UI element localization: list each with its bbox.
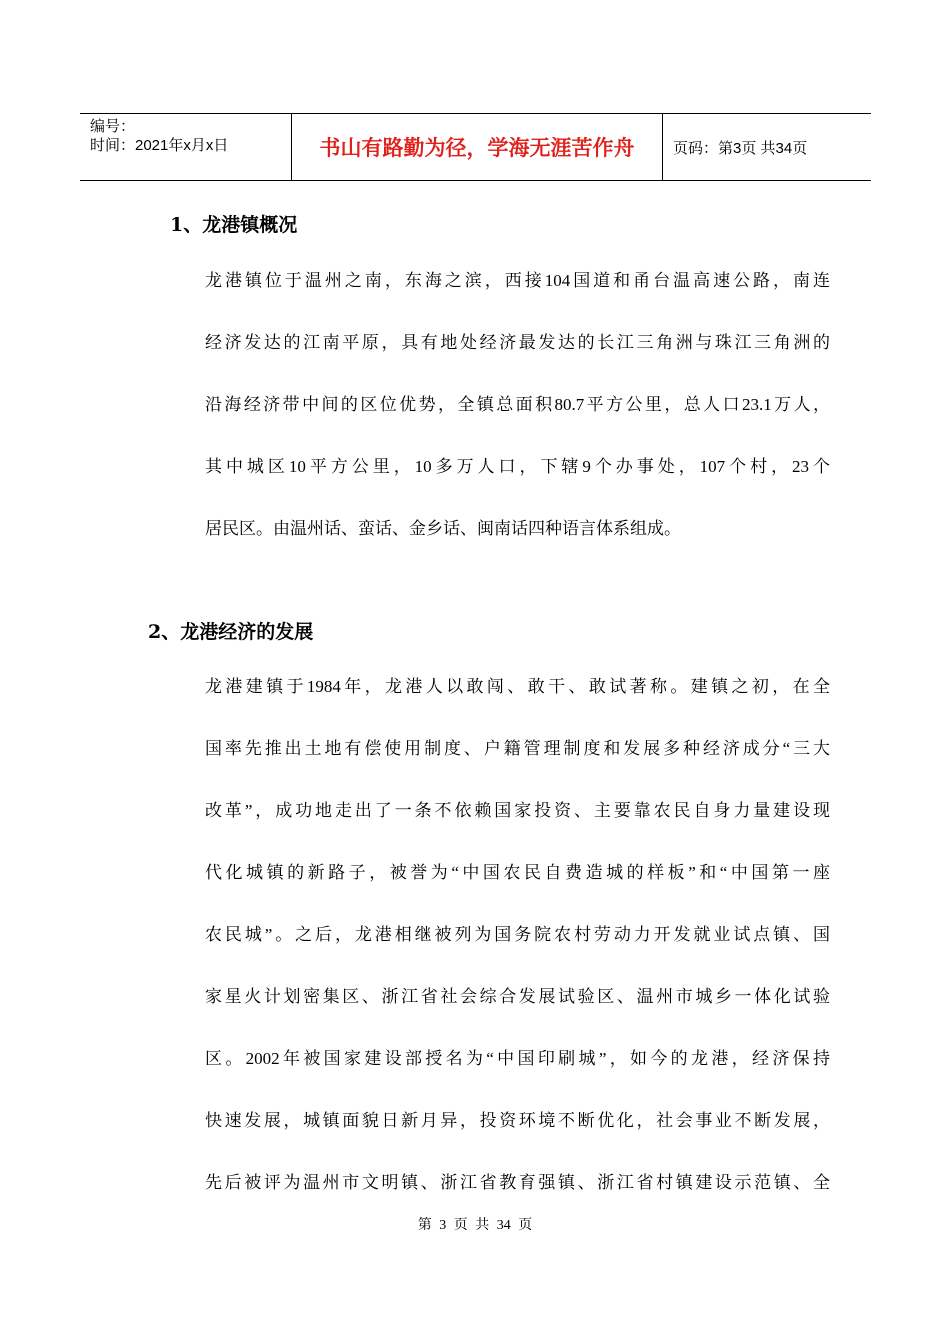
paragraph-line: 沿海经济带中间的区位优势，全镇总面积80.7平方公里，总人口23.1万人， (205, 395, 830, 414)
document-time-label: 时间：2021年x月x日 (90, 137, 229, 154)
paragraph-line: 快速发展，城镇面貌日新月异，投资环境不断优化，社会事业不断发展， (205, 1111, 830, 1130)
paragraph-line: 经济发达的江南平原，具有地处经济最发达的长江三角洲与珠江三角洲的 (205, 333, 830, 352)
paragraph-line: 龙港建镇于1984年，龙港人以敢闯、敢干、敢试著称。建镇之初，在全 (205, 677, 830, 696)
section-1-heading: 1、龙港镇概况 (170, 214, 298, 236)
section-2-heading: 2、龙港经济的发展 (148, 621, 314, 643)
header-meta-cell (80, 114, 292, 181)
paragraph-line: 改革”，成功地走出了一条不依赖国家投资、主要靠农民自身力量建设现 (205, 801, 830, 820)
document-header-table (80, 113, 871, 181)
header-motto: 书山有路勤为径，学海无涯苦作舟 (292, 114, 663, 181)
paragraph-line: 国率先推出土地有偿使用制度、户籍管理制度和发展多种经济成分“三大 (205, 739, 830, 758)
header-page-label: 页码：第3页 共34页 (663, 114, 872, 181)
paragraph-line: 先后被评为温州市文明镇、浙江省教育强镇、浙江省村镇建设示范镇、全 (205, 1173, 830, 1192)
paragraph-line: 其中城区10平方公里，10多万人口，下辖9个办事处，107个村，23个 (205, 457, 830, 476)
section-1-body (205, 265, 830, 575)
paragraph-line: 家星火计划密集区、浙江省社会综合发展试验区、温州市城乡一体化试验 (205, 987, 830, 1006)
paragraph-line: 龙港镇位于温州之南，东海之滨，西接104国道和甬台温高速公路，南连 (205, 271, 830, 290)
section-2-body (205, 671, 830, 1229)
page-footer: 第 3 页 共 34 页 (417, 1218, 533, 1233)
paragraph-line: 代化城镇的新路子，被誉为“中国农民自费造城的样板”和“中国第一座 (205, 863, 830, 882)
document-number-label: 编号： (90, 118, 136, 135)
paragraph-line: 居民区。由温州话、蛮话、金乡话、闽南话四种语言体系组成。 (205, 519, 681, 538)
paragraph-line: 农民城”。之后，龙港相继被列为国务院农村劳动力开发就业试点镇、国 (205, 925, 830, 944)
paragraph-line: 区。2002年被国家建设部授名为“中国印刷城”，如今的龙港，经济保持 (205, 1049, 830, 1068)
